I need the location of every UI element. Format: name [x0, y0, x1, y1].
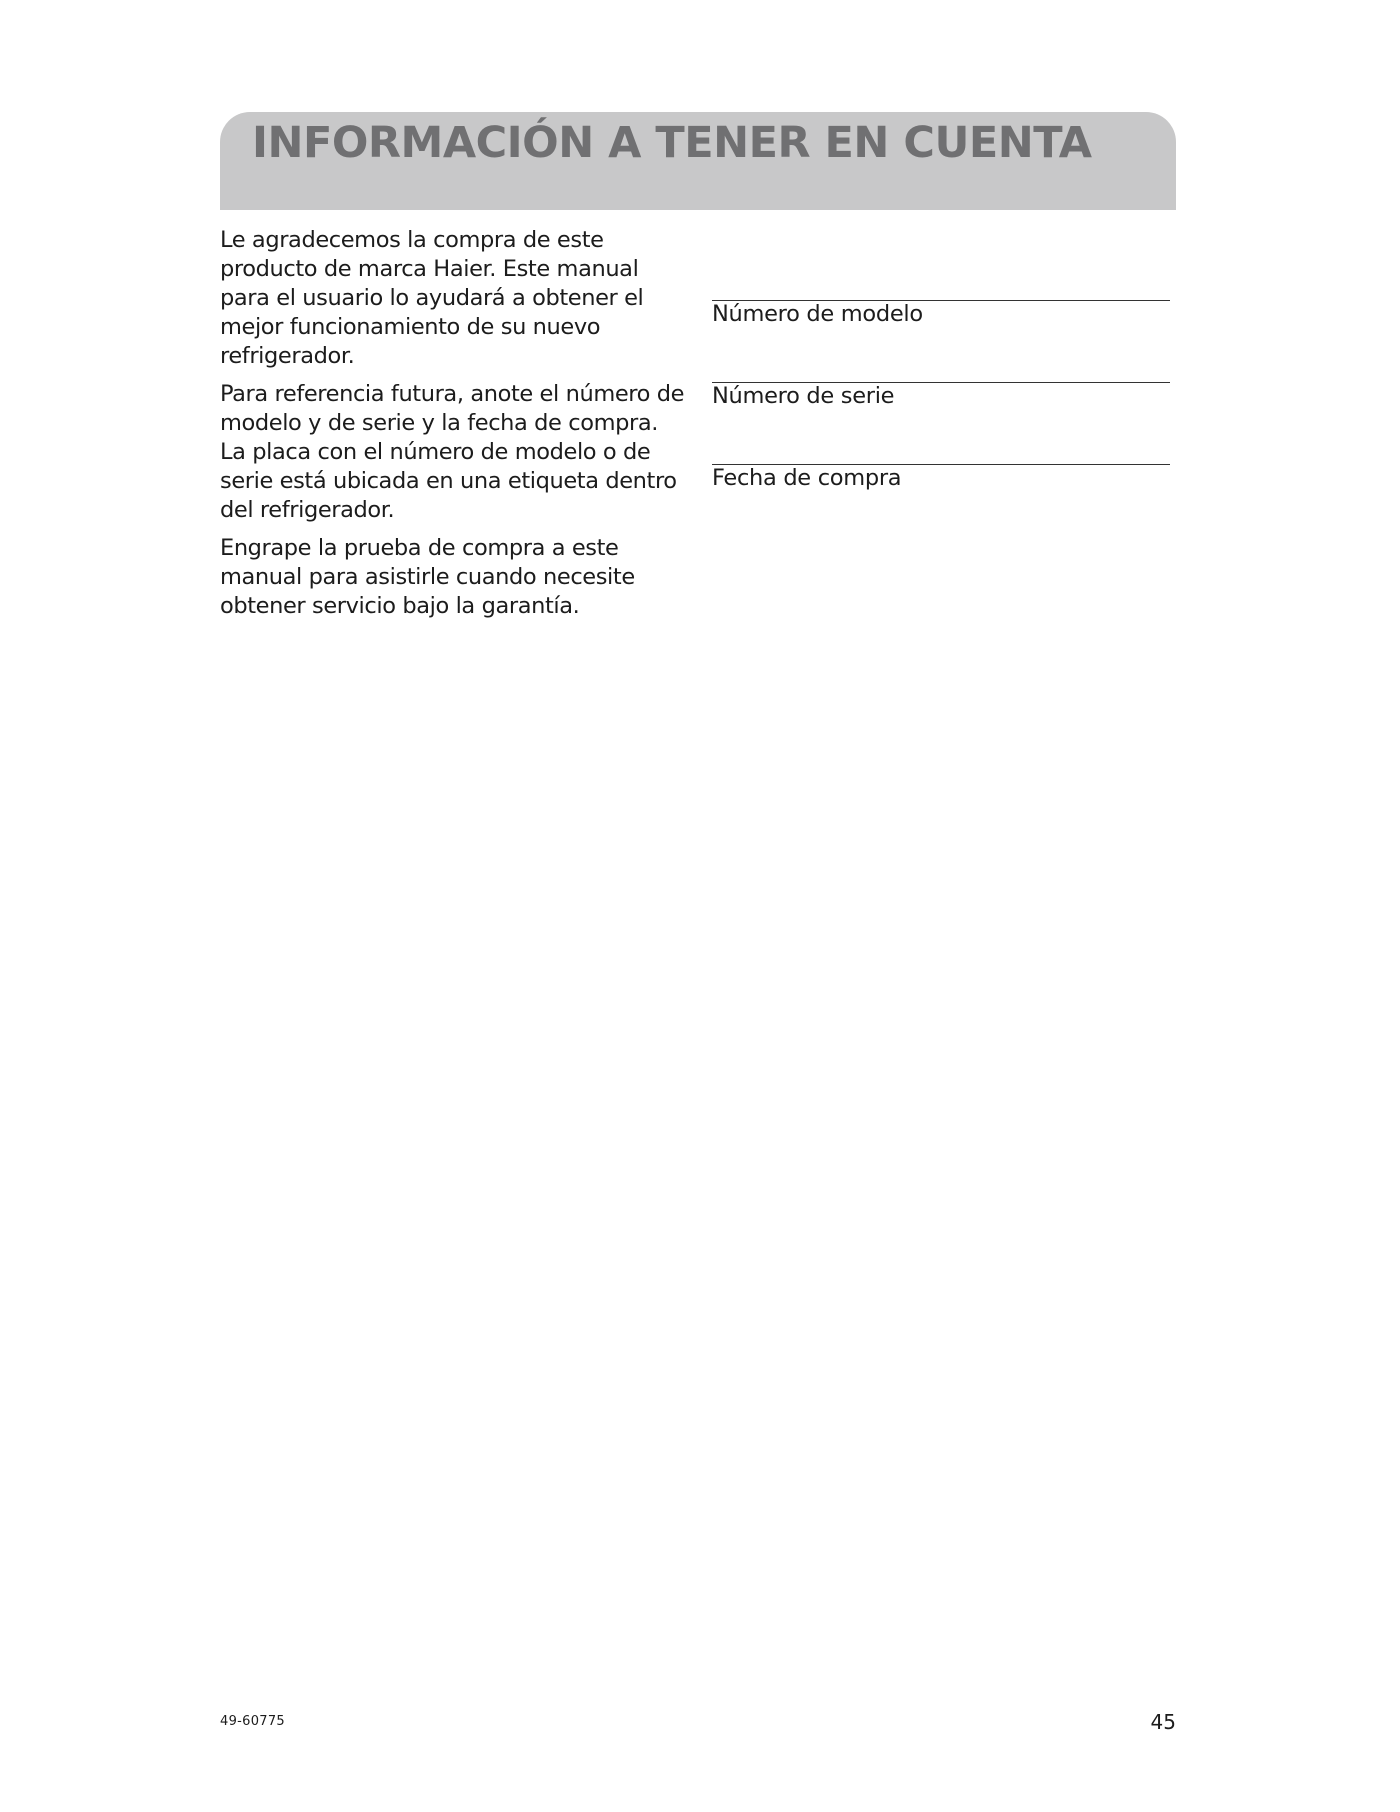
intro-paragraph: Para referencia futura, anote el número de modelo y de serie y la fecha de compra. La placa con el número de modelo o de serie está ubicada en una etiqueta dentro del refrigerador.: [220, 381, 685, 523]
purchase-date-label: Fecha de compra: [712, 465, 902, 491]
record-form: [712, 274, 1176, 520]
purchase-date-field: [712, 438, 1176, 520]
document-number: 49-60775: [220, 1714, 285, 1729]
intro-text: [220, 226, 690, 630]
page-number: 45: [1150, 1710, 1176, 1734]
serial-number-label: Número de serie: [712, 383, 895, 409]
serial-number-field: [712, 356, 1176, 438]
model-number-label: Número de modelo: [712, 301, 923, 327]
model-number-field: [712, 274, 1176, 356]
section-header: [220, 112, 1176, 210]
page-title: INFORMACIÓN A TENER EN CUENTA: [252, 118, 1092, 168]
intro-paragraph: Le agradecemos la compra de este producto de marca Haier. Este manual para el usuario lo ayudará a obtener el mejor funcionamiento de su nuevo refrigerador.: [220, 227, 644, 369]
intro-paragraph: Engrape la prueba de compra a este manual para asistirle cuando necesite obtener servicio bajo la garantía.: [220, 535, 635, 619]
